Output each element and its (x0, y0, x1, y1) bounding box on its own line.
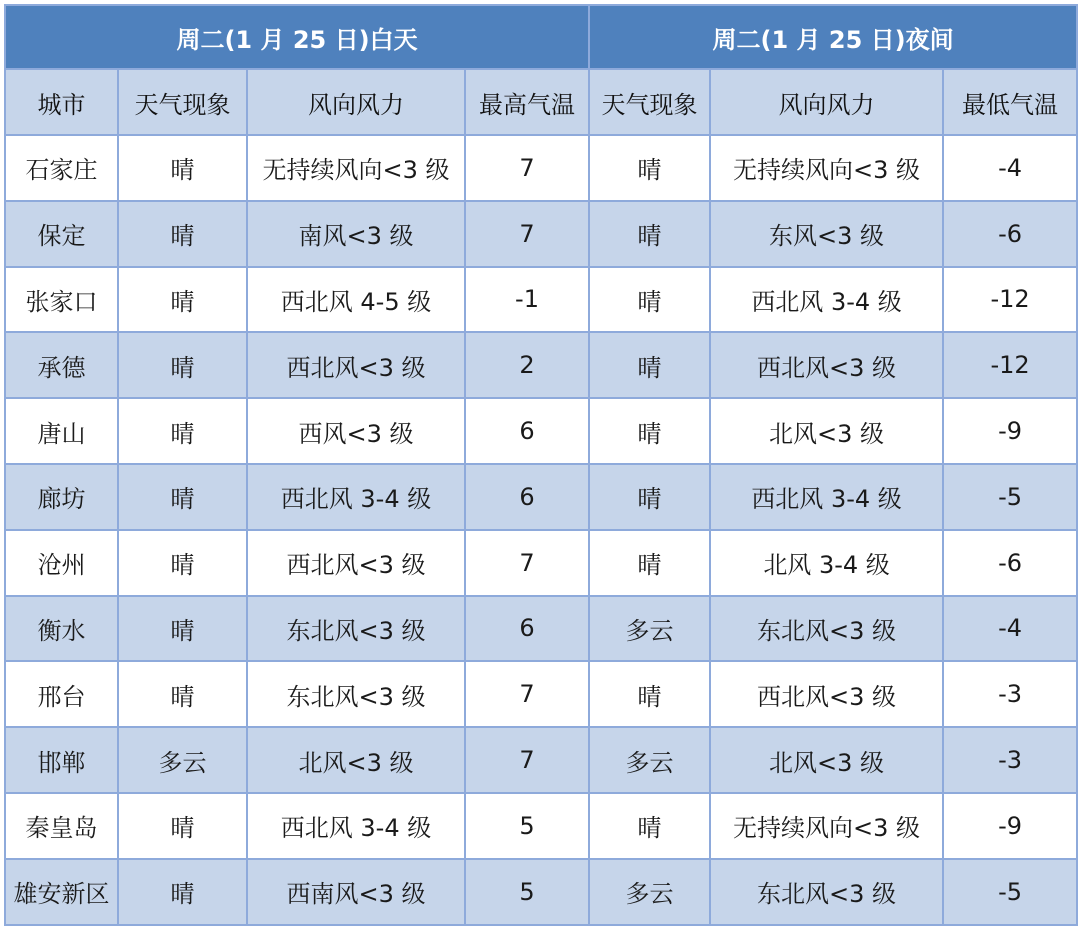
min-temp-cell: -5 (943, 859, 1077, 925)
city-cell: 石家庄 (5, 135, 118, 201)
col-header-night-weather: 天气现象 (589, 69, 710, 135)
min-temp-cell: -4 (943, 596, 1077, 662)
min-temp-cell: -6 (943, 530, 1077, 596)
night-wind-cell: 西北风<3 级 (710, 332, 943, 398)
min-temp-cell: -9 (943, 398, 1077, 464)
day-weather-cell: 晴 (118, 793, 247, 859)
night-wind-cell: 东风<3 级 (710, 201, 943, 267)
day-wind-cell: 西南风<3 级 (247, 859, 465, 925)
table-row (5, 135, 1077, 201)
day-wind-cell: 西北风<3 级 (247, 530, 465, 596)
day-wind-cell: 西北风 3-4 级 (247, 464, 465, 530)
night-weather-cell: 晴 (589, 332, 710, 398)
day-weather-cell: 晴 (118, 267, 247, 333)
col-header-city: 城市 (5, 69, 118, 135)
col-header-day-weather: 天气现象 (118, 69, 247, 135)
day-weather-cell: 晴 (118, 135, 247, 201)
period-header-row (5, 5, 1077, 69)
night-wind-cell: 无持续风向<3 级 (710, 135, 943, 201)
max-temp-cell: 6 (465, 596, 589, 662)
day-weather-cell: 多云 (118, 727, 247, 793)
day-weather-cell: 晴 (118, 201, 247, 267)
min-temp-cell: -9 (943, 793, 1077, 859)
min-temp-cell: -12 (943, 267, 1077, 333)
city-cell: 唐山 (5, 398, 118, 464)
night-wind-cell: 西北风 3-4 级 (710, 464, 943, 530)
min-temp-cell: -12 (943, 332, 1077, 398)
city-cell: 廊坊 (5, 464, 118, 530)
max-temp-cell: 7 (465, 727, 589, 793)
max-temp-cell: 6 (465, 398, 589, 464)
night-weather-cell: 晴 (589, 661, 710, 727)
min-temp-cell: -3 (943, 727, 1077, 793)
max-temp-cell: 7 (465, 661, 589, 727)
max-temp-cell: 7 (465, 135, 589, 201)
night-weather-cell: 多云 (589, 596, 710, 662)
col-header-day-wind: 风向风力 (247, 69, 465, 135)
weather-forecast-table (4, 4, 1078, 926)
max-temp-cell: 7 (465, 201, 589, 267)
night-wind-cell: 东北风<3 级 (710, 596, 943, 662)
night-weather-cell: 多云 (589, 727, 710, 793)
min-temp-cell: -5 (943, 464, 1077, 530)
max-temp-cell: -1 (465, 267, 589, 333)
table-row (5, 201, 1077, 267)
day-weather-cell: 晴 (118, 464, 247, 530)
col-header-max-temp: 最高气温 (465, 69, 589, 135)
min-temp-cell: -6 (943, 201, 1077, 267)
table-row (5, 267, 1077, 333)
day-wind-cell: 北风<3 级 (247, 727, 465, 793)
day-weather-cell: 晴 (118, 530, 247, 596)
city-cell: 邯郸 (5, 727, 118, 793)
table-row (5, 332, 1077, 398)
night-wind-cell: 北风<3 级 (710, 727, 943, 793)
night-weather-cell: 晴 (589, 793, 710, 859)
max-temp-cell: 2 (465, 332, 589, 398)
city-cell: 邢台 (5, 661, 118, 727)
city-cell: 雄安新区 (5, 859, 118, 925)
night-weather-cell: 晴 (589, 398, 710, 464)
city-cell: 承德 (5, 332, 118, 398)
forecast-table-body (5, 135, 1077, 925)
city-cell: 秦皇岛 (5, 793, 118, 859)
day-wind-cell: 西北风 4-5 级 (247, 267, 465, 333)
night-wind-cell: 北风<3 级 (710, 398, 943, 464)
night-wind-cell: 西北风<3 级 (710, 661, 943, 727)
night-weather-cell: 多云 (589, 859, 710, 925)
col-header-night-wind: 风向风力 (710, 69, 943, 135)
max-temp-cell: 5 (465, 793, 589, 859)
max-temp-cell: 6 (465, 464, 589, 530)
table-row (5, 530, 1077, 596)
day-wind-cell: 西北风 3-4 级 (247, 793, 465, 859)
city-cell: 衡水 (5, 596, 118, 662)
day-wind-cell: 无持续风向<3 级 (247, 135, 465, 201)
day-wind-cell: 西北风<3 级 (247, 332, 465, 398)
day-weather-cell: 晴 (118, 859, 247, 925)
col-header-min-temp: 最低气温 (943, 69, 1077, 135)
max-temp-cell: 5 (465, 859, 589, 925)
day-wind-cell: 东北风<3 级 (247, 596, 465, 662)
day-weather-cell: 晴 (118, 398, 247, 464)
table-row (5, 398, 1077, 464)
night-weather-cell: 晴 (589, 530, 710, 596)
day-weather-cell: 晴 (118, 661, 247, 727)
day-weather-cell: 晴 (118, 332, 247, 398)
night-wind-cell: 西北风 3-4 级 (710, 267, 943, 333)
day-wind-cell: 南风<3 级 (247, 201, 465, 267)
day-period-title: 周二(1 月 25 日)白天 (5, 5, 589, 69)
city-cell: 张家口 (5, 267, 118, 333)
night-wind-cell: 东北风<3 级 (710, 859, 943, 925)
column-header-row (5, 69, 1077, 135)
night-weather-cell: 晴 (589, 135, 710, 201)
city-cell: 保定 (5, 201, 118, 267)
night-wind-cell: 北风 3-4 级 (710, 530, 943, 596)
max-temp-cell: 7 (465, 530, 589, 596)
day-weather-cell: 晴 (118, 596, 247, 662)
day-wind-cell: 东北风<3 级 (247, 661, 465, 727)
table-row (5, 859, 1077, 925)
table-row (5, 793, 1077, 859)
table-row (5, 596, 1077, 662)
night-wind-cell: 无持续风向<3 级 (710, 793, 943, 859)
night-period-title: 周二(1 月 25 日)夜间 (589, 5, 1077, 69)
city-cell: 沧州 (5, 530, 118, 596)
min-temp-cell: -4 (943, 135, 1077, 201)
night-weather-cell: 晴 (589, 267, 710, 333)
night-weather-cell: 晴 (589, 464, 710, 530)
day-wind-cell: 西风<3 级 (247, 398, 465, 464)
table-row (5, 661, 1077, 727)
table-row (5, 464, 1077, 530)
min-temp-cell: -3 (943, 661, 1077, 727)
table-row (5, 727, 1077, 793)
night-weather-cell: 晴 (589, 201, 710, 267)
forecast-table-frame (4, 4, 1076, 922)
